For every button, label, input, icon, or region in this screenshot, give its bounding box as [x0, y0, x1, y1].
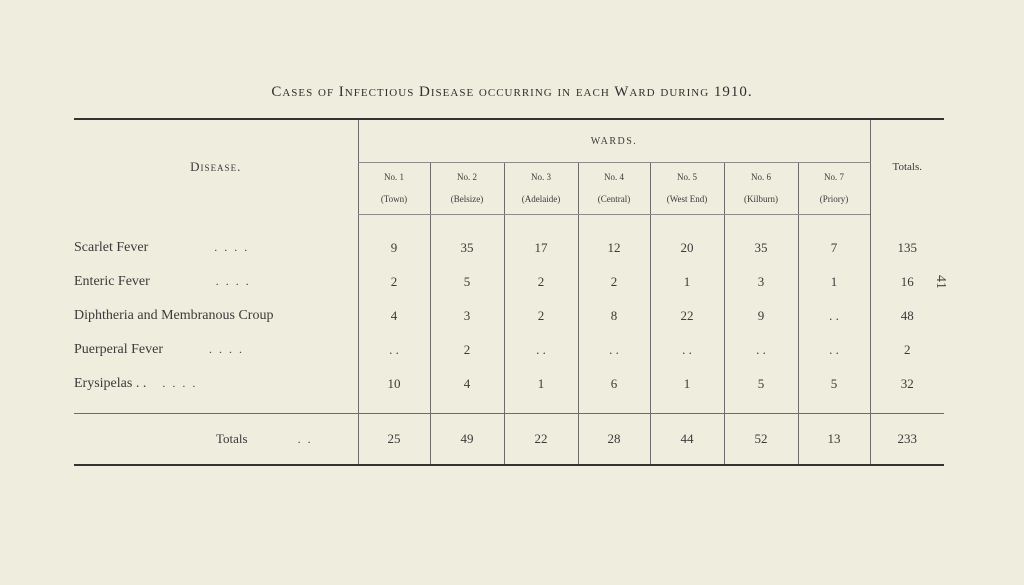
cell-value: 2 [430, 333, 504, 367]
ward-number: No. 6 [751, 172, 771, 183]
cell-value: . . [724, 333, 798, 367]
ward-name: (Priory) [819, 194, 849, 205]
cell-value: 1 [798, 265, 870, 299]
total-value: 22 [504, 413, 578, 465]
totals-row [74, 413, 944, 465]
ward-header-7 [798, 163, 870, 214]
ward-number: No. 5 [677, 172, 697, 183]
page-number: 41 [933, 275, 948, 289]
disease-name: Erysipelas . . [74, 375, 147, 391]
row-total: 48 [870, 299, 944, 333]
dot-leader: . . . . [215, 273, 251, 288]
total-value: 25 [358, 413, 430, 465]
cell-value: 1 [650, 265, 724, 299]
cell-value: 1 [650, 367, 724, 401]
table-row [74, 265, 944, 299]
cell-value: . . [650, 333, 724, 367]
cell-value: . . [358, 333, 430, 367]
cell-value: 4 [358, 299, 430, 333]
ward-name: (Kilburn) [744, 194, 778, 205]
total-value: 28 [578, 413, 650, 465]
dot-leader: . . [297, 431, 313, 446]
dot-leader: . . . . [162, 375, 198, 390]
cell-value: 5 [798, 367, 870, 401]
ward-name: (West End) [666, 194, 708, 205]
row-total: 32 [870, 367, 944, 401]
total-value: 13 [798, 413, 870, 465]
ward-number: No. 1 [384, 172, 404, 183]
table-title: Cases of Infectious Disease occurring in each Ward during 1910. [271, 84, 753, 100]
table-row [74, 367, 944, 401]
cell-value: 5 [430, 265, 504, 299]
ward-name: (Belsize) [450, 194, 484, 205]
cell-value: 20 [650, 231, 724, 265]
ward-header-6 [724, 163, 798, 214]
cell-value: 12 [578, 231, 650, 265]
cell-value: 3 [430, 299, 504, 333]
disease-name: Enteric Fever [74, 273, 150, 289]
cell-value: 2 [578, 265, 650, 299]
ward-header-1 [358, 163, 430, 214]
cell-value: 35 [430, 231, 504, 265]
cell-value: 17 [504, 231, 578, 265]
cell-value: 4 [430, 367, 504, 401]
header-totals: Totals. [870, 119, 944, 214]
cell-value: 2 [504, 299, 578, 333]
ward-number: No. 3 [531, 172, 551, 183]
cell-value: . . [798, 333, 870, 367]
table-row [74, 299, 944, 333]
ward-header-5 [650, 163, 724, 214]
ward-name: (Town) [380, 194, 408, 205]
ward-header-2 [430, 163, 504, 214]
dot-leader: . . . . [214, 239, 250, 254]
total-value: 52 [724, 413, 798, 465]
cell-value: 9 [724, 299, 798, 333]
cell-value: . . [578, 333, 650, 367]
ward-header-3 [504, 163, 578, 214]
row-total: 2 [870, 333, 944, 367]
table-row [74, 333, 944, 367]
table-row [74, 231, 944, 265]
cell-value: 3 [724, 265, 798, 299]
disease-table [74, 118, 944, 466]
ward-number: No. 2 [457, 172, 477, 183]
ward-number: No. 7 [824, 172, 845, 183]
cell-value: 8 [578, 299, 650, 333]
disease-name: Scarlet Fever [74, 239, 149, 255]
grand-total: 233 [870, 413, 944, 465]
cell-value: 9 [358, 231, 430, 265]
cell-value: 7 [798, 231, 870, 265]
disease-name: Diphtheria and Membranous Croup [74, 307, 274, 323]
cell-value: . . [504, 333, 578, 367]
cell-value: 10 [358, 367, 430, 401]
cell-value: 35 [724, 231, 798, 265]
ward-number: No. 4 [604, 172, 624, 183]
row-total: 135 [870, 231, 944, 265]
header-wards: WARDS. [358, 119, 870, 163]
ward-header-4 [578, 163, 650, 214]
disease-name: Puerperal Fever [74, 341, 164, 357]
total-value: 44 [650, 413, 724, 465]
dot-leader: . . . . [209, 341, 245, 356]
cell-value: . . [798, 299, 870, 333]
cell-value: 1 [504, 367, 578, 401]
totals-label: Totals [216, 430, 248, 446]
total-value: 49 [430, 413, 504, 465]
ward-name: (Central) [597, 194, 631, 205]
cell-value: 22 [650, 299, 724, 333]
cell-value: 6 [578, 367, 650, 401]
header-disease: Disease. [190, 159, 242, 174]
ward-name: (Adelaide) [521, 194, 561, 205]
cell-value: 2 [504, 265, 578, 299]
cell-value: 5 [724, 367, 798, 401]
row-total: 16 [870, 265, 944, 299]
cell-value: 2 [358, 265, 430, 299]
